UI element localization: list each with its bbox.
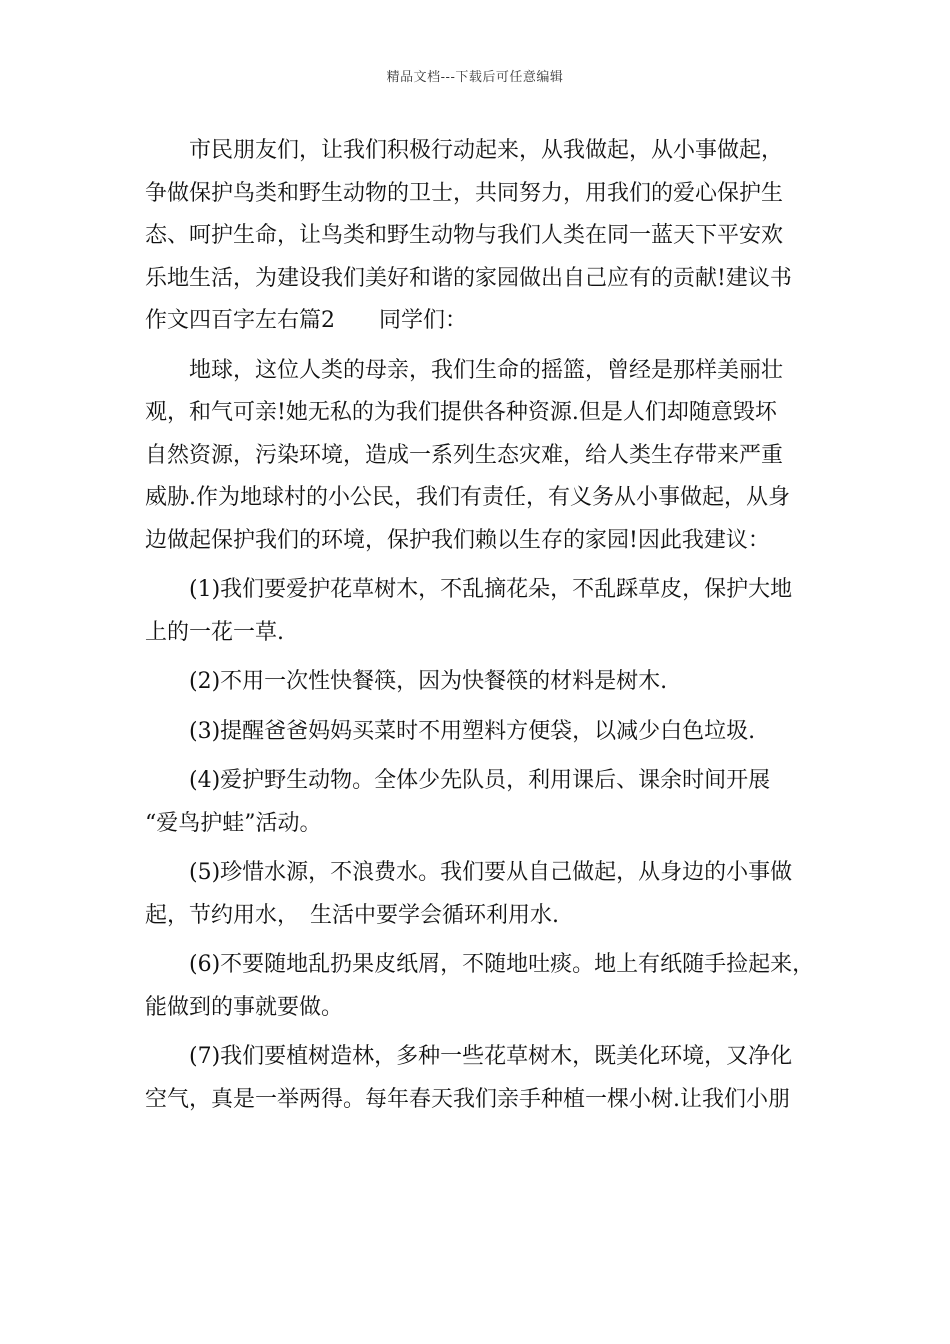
text-line: 上的一花一草. xyxy=(145,619,284,645)
text-line: 观，和气可亲!她无私的为我们提供各种资源.但是人们却随意毁坏 xyxy=(145,400,777,425)
text-line: (5)珍惜水源，不浪费水。我们要从自己做起，从身边的小事做 xyxy=(145,860,793,885)
paragraph-gap xyxy=(145,937,810,944)
text-line: 态、呵护生命，让鸟类和野生动物与我们人类在同一蓝天下平安欢 xyxy=(145,223,784,248)
paragraph-gap xyxy=(145,562,810,569)
paragraph-gap xyxy=(145,343,810,350)
text-line: 市民朋友们，让我们积极行动起来，从我做起，从小事做起， xyxy=(145,138,784,163)
text-line: 争做保护鸟类和野生动物的卫士，共同努力，用我们的爱心保护生 xyxy=(145,180,784,206)
text-line: 边做起保护我们的环境，保护我们赖以生存的家园!因此我建议： xyxy=(145,527,770,553)
text-line: “爱鸟护蛙”活动。 xyxy=(145,810,322,836)
page-header: 精品文档---下载后可任意编辑 xyxy=(386,70,564,85)
text-line: 作文四百字左右篇2 同学们： xyxy=(145,308,467,333)
paragraph-gap xyxy=(145,753,810,760)
text-line: (1)我们要爱护花草树木，不乱摘花朵，不乱踩草皮，保护大地 xyxy=(145,577,793,602)
text-line: (2)不用一次性快餐筷，因为快餐筷的材料是树木. xyxy=(145,669,668,694)
paragraph-gap xyxy=(145,1029,810,1036)
text-line: 起，节约用水， 生活中要学会循环利用水. xyxy=(145,902,559,928)
text-line: (3)提醒爸爸妈妈买菜时不用塑料方便袋，以减少白色垃圾. xyxy=(145,718,756,744)
text-line: 空气，真是一举两得。每年春天我们亲手种植一棵小树.让我们小朋 xyxy=(145,1086,790,1112)
text-line: 自然资源，污染环境，造成一系列生态灾难，给人类生存带来严重 xyxy=(145,442,784,468)
text-line: 地球，这位人类的母亲，我们生命的摇篮，曾经是那样美丽壮 xyxy=(145,357,784,383)
text-line: (6)不要随地乱扔果皮纸屑，不随地吐痰。地上有纸随手捡起来， xyxy=(145,952,815,977)
text-line: (7)我们要植树造林，多种一些花草树木，既美化环境，又净化 xyxy=(145,1044,793,1069)
text-line: 能做到的事就要做。 xyxy=(145,994,344,1020)
text-line: (4)爱护野生动物。全体少先队员，利用课后、课余时间开展 xyxy=(145,768,771,793)
text-line: 乐地生活，为建设我们美好和谐的家园做出自己应有的贡献!建议书 xyxy=(145,265,792,291)
document-body xyxy=(145,130,815,1121)
paragraph-gap xyxy=(145,845,810,852)
paragraph-gap xyxy=(145,654,810,661)
paragraph-gap xyxy=(145,704,810,711)
text-line: 威胁.作为地球村的小公民，我们有责任，有义务从小事做起，从身 xyxy=(145,485,790,510)
